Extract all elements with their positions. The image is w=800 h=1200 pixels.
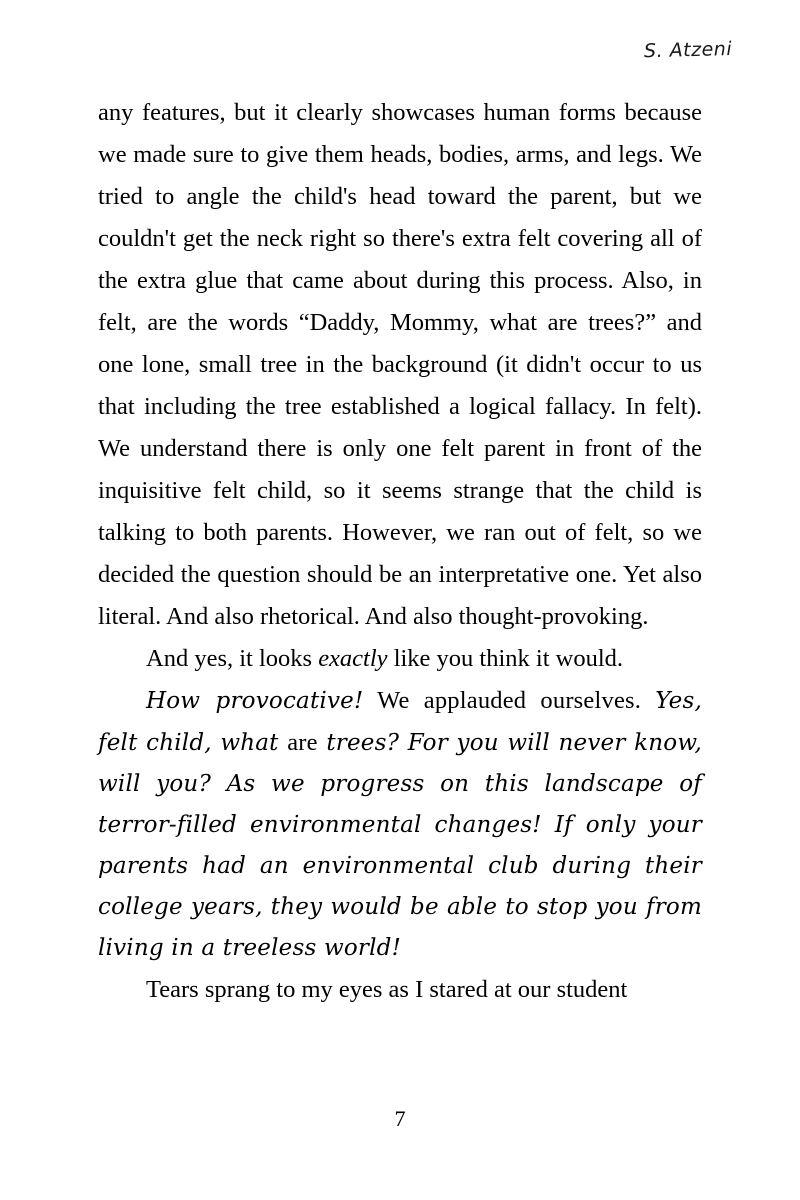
paragraph-2: [98, 638, 702, 680]
paragraph-3: [98, 680, 702, 969]
paragraph-3-seg-1-emphasis: How provocative!: [146, 688, 364, 714]
paragraph-3-seg-3-emphasis: Yes, felt child, what: [98, 688, 702, 756]
page-number: 7: [394, 1106, 406, 1131]
paragraph-2-seg-1: And yes, it looks: [146, 645, 319, 672]
paragraph-2-seg-3: like you think it would.: [387, 645, 624, 672]
paragraph-3-seg-2: We applauded ourselves.: [363, 687, 656, 714]
paragraph-3-seg-4: are: [287, 729, 318, 756]
running-head-author: S. Atzeni: [643, 38, 733, 63]
page-body-text: [98, 92, 702, 1011]
paragraph-3-seg-5-emphasis: trees? For you will never know, will you? As we progress on this landscape of terror-filled environmental changes! If only your parents had an environmental club during their college years, they would be able to stop you from living in a treeless world!: [98, 730, 703, 961]
paragraph-4: Tears sprang to my eyes as I stared at our student: [146, 976, 628, 1003]
paragraph-1: any features, but it clearly showcases human forms because we made sure to give them heads, bodies, arms, and legs. We tried to angle the child's head toward the parent, but we couldn't get the neck right so there's extra felt covering all of the extra glue that came about during this process. Also, in felt, are the words “Daddy, Mommy, what are trees?” and one lone, small tree in the background (it didn't occur to us that including the tree established a logical fallacy. In felt). We understand there is only one felt parent in front of the inquisitive felt child, so it seems strange that the child is talking to both parents. However, we ran out of felt, so we decided the question should be an interpretative one. Yet also literal. And also rhetorical. And also thought-provoking.: [98, 99, 702, 630]
paragraph-2-seg-2-emphasis: exactly: [318, 645, 388, 672]
